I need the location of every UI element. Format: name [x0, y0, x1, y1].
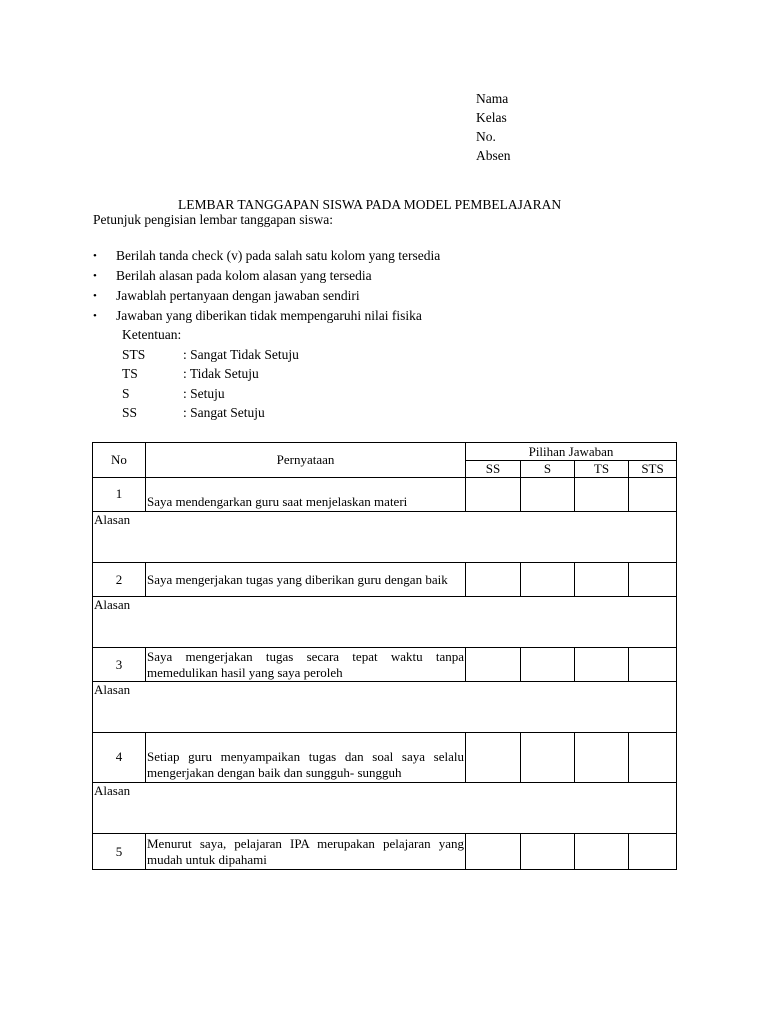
header-statement: Pernyataan	[146, 443, 466, 478]
legend-row	[122, 345, 299, 365]
legend-code: STS	[122, 346, 146, 362]
legend-row	[122, 384, 299, 404]
reason-cell[interactable]	[93, 512, 677, 563]
legend-row	[122, 364, 299, 384]
row-number: 2	[93, 563, 146, 597]
choice-s-cell[interactable]	[521, 478, 575, 512]
table-row	[93, 834, 677, 870]
reason-cell[interactable]	[93, 682, 677, 733]
reason-label: Alasan	[94, 512, 131, 527]
bullet-icon: •	[93, 250, 97, 262]
class-field-label: Kelas	[476, 110, 507, 125]
reason-label: Alasan	[94, 597, 131, 612]
table-row	[93, 648, 677, 682]
header-choice-group: Pilihan Jawaban	[466, 443, 677, 461]
reason-row	[93, 512, 677, 563]
questionnaire-table	[92, 442, 677, 870]
reason-row	[93, 682, 677, 733]
reason-row	[93, 783, 677, 834]
choice-s-cell[interactable]	[521, 563, 575, 597]
row-number: 3	[93, 648, 146, 682]
legend-meaning: : Tidak Setuju	[183, 366, 259, 381]
choice-ts-cell[interactable]	[575, 834, 629, 870]
choice-sts-cell[interactable]	[629, 563, 677, 597]
instructions-label: Petunjuk pengisian lembar tanggapan siswa:	[93, 212, 333, 227]
legend-row	[122, 403, 299, 423]
legend-code: SS	[122, 405, 138, 420]
legend-meaning: : Sangat Setuju	[183, 405, 265, 420]
reason-label: Alasan	[94, 783, 131, 798]
rules-list	[93, 246, 440, 326]
header-choice-ss: SS	[466, 461, 521, 478]
choice-ss-cell[interactable]	[466, 648, 521, 682]
rule-item	[93, 286, 440, 306]
table-row	[93, 563, 677, 597]
choice-sts-cell[interactable]	[629, 733, 677, 783]
identity-fields	[476, 89, 511, 165]
choice-sts-cell[interactable]	[629, 648, 677, 682]
choice-ss-cell[interactable]	[466, 834, 521, 870]
legend-meaning: : Setuju	[183, 385, 225, 401]
header-no: No	[93, 443, 146, 478]
choice-ts-cell[interactable]	[575, 563, 629, 597]
header-choice-ts: TS	[575, 461, 629, 478]
table-header-row	[93, 443, 677, 461]
choice-s-cell[interactable]	[521, 834, 575, 870]
reason-row	[93, 597, 677, 648]
reason-label: Alasan	[94, 682, 131, 697]
choice-s-cell[interactable]	[521, 733, 575, 783]
choice-sts-cell[interactable]	[629, 478, 677, 512]
rule-text: Jawaban yang diberikan tidak mempengaruhi nilai fisika	[116, 308, 422, 323]
row-number: 1	[93, 478, 146, 512]
table-row	[93, 478, 677, 512]
row-statement: Setiap guru menyampaikan tugas dan soal saya selalu mengerjakan dengan baik dan sungguh- sungguh	[146, 733, 466, 783]
row-statement: Menurut saya, pelajaran IPA merupakan pelajaran yang mudah untuk dipahami	[146, 834, 466, 870]
bullet-icon: •	[93, 290, 97, 302]
name-field-label: Nama	[476, 91, 509, 106]
choice-ss-cell[interactable]	[466, 478, 521, 512]
row-statement: Saya mendengarkan guru saat menjelaskan materi	[146, 478, 466, 512]
number-field-label: No.	[476, 129, 496, 144]
legend	[122, 325, 299, 423]
header-choice-s: S	[521, 461, 575, 478]
bullet-icon: •	[93, 310, 97, 322]
reason-cell[interactable]	[93, 783, 677, 834]
rule-item	[93, 246, 440, 266]
choice-ts-cell[interactable]	[575, 478, 629, 512]
legend-code: S	[122, 385, 130, 401]
choice-ts-cell[interactable]	[575, 648, 629, 682]
row-number: 4	[93, 733, 146, 783]
header-choice-sts: STS	[629, 461, 677, 478]
legend-meaning: : Sangat Tidak Setuju	[183, 346, 299, 362]
row-statement: Saya mengerjakan tugas yang diberikan guru dengan baik	[146, 563, 466, 597]
rule-item	[93, 266, 440, 286]
legend-code: TS	[122, 366, 138, 381]
bullet-icon: •	[93, 270, 97, 282]
choice-sts-cell[interactable]	[629, 834, 677, 870]
rule-text: Jawablah pertanyaan dengan jawaban sendiri	[116, 288, 360, 303]
reason-cell[interactable]	[93, 597, 677, 648]
choice-ss-cell[interactable]	[466, 733, 521, 783]
rule-text: Berilah alasan pada kolom alasan yang tersedia	[116, 268, 372, 283]
choice-s-cell[interactable]	[521, 648, 575, 682]
table-row	[93, 733, 677, 783]
row-number: 5	[93, 834, 146, 870]
choice-ss-cell[interactable]	[466, 563, 521, 597]
row-statement: Saya mengerjakan tugas secara tepat waktu tanpa memedulikan hasil yang saya peroleh	[147, 648, 464, 680]
choice-ts-cell[interactable]	[575, 733, 629, 783]
rule-text: Berilah tanda check (v) pada salah satu kolom yang tersedia	[116, 248, 441, 263]
rule-item	[93, 306, 440, 326]
document-title: LEMBAR TANGGAPAN SISWA PADA MODEL PEMBELAJARAN	[178, 197, 562, 212]
attendance-field-label: Absen	[476, 148, 511, 163]
legend-label: Ketentuan:	[122, 327, 182, 342]
